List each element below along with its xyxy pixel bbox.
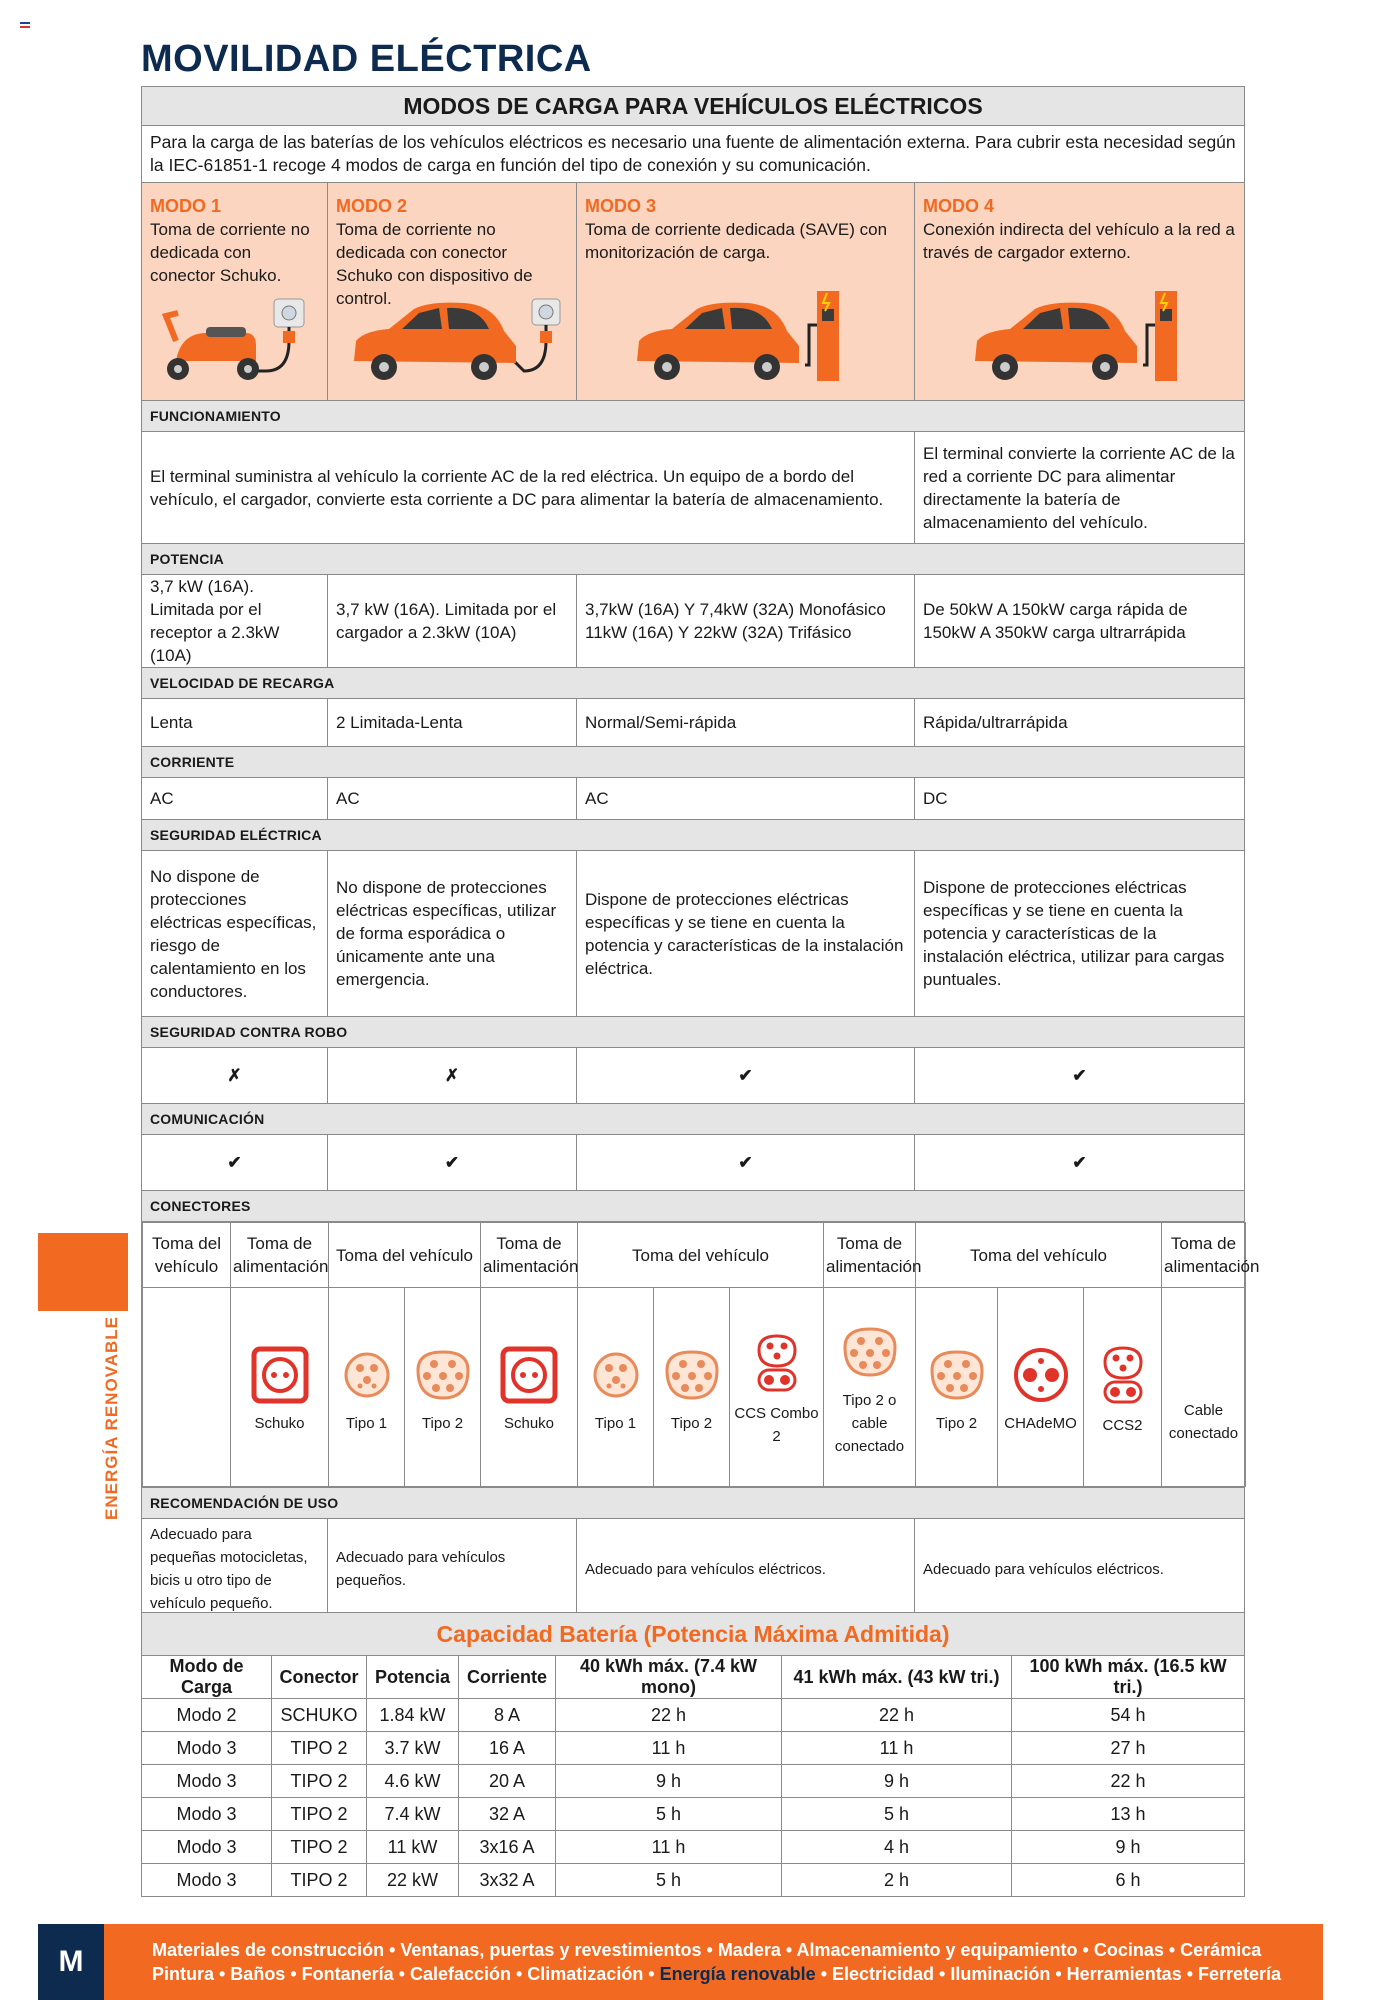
section-label: POTENCIA xyxy=(142,544,1245,575)
mode-title: MODO 3 xyxy=(585,196,657,216)
connector-label: Cable conectado xyxy=(1168,1402,1239,1442)
cross-icon: ✗ xyxy=(328,1048,577,1104)
table-cell: Modo 2 xyxy=(142,1699,272,1732)
table-cell: 11 h xyxy=(782,1732,1012,1765)
table-cell: 5 h xyxy=(556,1798,782,1831)
connector-item xyxy=(481,1288,578,1487)
mode-description: Toma de corriente dedicada (SAVE) con monitorización de carga. xyxy=(585,220,888,262)
car-icon xyxy=(344,291,569,386)
section-label: SEGURIDAD ELÉCTRICA xyxy=(142,820,1245,851)
side-label: ENERGÍA RENOVABLE xyxy=(102,1315,121,1520)
connector-label: Tipo 2 xyxy=(670,1414,713,1432)
connector-item xyxy=(654,1288,730,1487)
connector-item xyxy=(1162,1288,1246,1487)
table-cell: 5 h xyxy=(556,1864,782,1897)
check-icon: ✔ xyxy=(577,1135,915,1191)
brand-logo: M xyxy=(38,1924,104,2000)
table-cell: 22 kW xyxy=(367,1864,459,1897)
footer-categories-line2 xyxy=(152,1964,1281,1985)
mode-title: MODO 2 xyxy=(336,196,408,216)
connector-header: Toma de alimentación xyxy=(231,1223,329,1288)
ccs2-icon xyxy=(1099,1344,1147,1406)
table-cell: 7.4 kW xyxy=(367,1798,459,1831)
connector-item xyxy=(998,1288,1084,1487)
seguridad-cell: Dispone de protecciones eléctricas específicas y se tiene en cuenta la potencia y características de la instalación eléctrica. xyxy=(577,851,915,1017)
section-label: CORRIENTE xyxy=(142,747,1245,778)
table-cell: 20 A xyxy=(459,1765,556,1798)
table-cell: 3x16 A xyxy=(459,1831,556,1864)
battery-header: Modo de Carga xyxy=(142,1656,272,1699)
footer-categories-line1: Materiales de construcción • Ventanas, puertas y revestimientos • Madera • Almacenamiento y equipamiento • Cocinas • Cerámica xyxy=(152,1940,1262,1960)
schuko-icon xyxy=(251,1346,309,1404)
connectors-cell xyxy=(142,1222,1260,1488)
table-cell: 22 h xyxy=(1012,1765,1245,1798)
recomendacion-cell: Adecuado para vehículos eléctricos. xyxy=(915,1519,1245,1620)
connector-header: Toma de alimentación xyxy=(481,1223,578,1288)
table-cell: TIPO 2 xyxy=(272,1831,367,1864)
connector-label: Schuko xyxy=(503,1414,555,1432)
check-icon: ✔ xyxy=(915,1048,1245,1104)
potencia-cell: De 50kW A 150kW carga rápida de 150kW A 350kW carga ultrarrápida xyxy=(915,575,1245,668)
check-icon: ✔ xyxy=(142,1135,328,1191)
type2-icon xyxy=(661,1346,723,1404)
section-label: SEGURIDAD CONTRA ROBO xyxy=(142,1017,1245,1048)
section-label: VELOCIDAD DE RECARGA xyxy=(142,668,1245,699)
table-cell: 6 h xyxy=(1012,1864,1245,1897)
connector-label: Tipo 2 xyxy=(935,1414,978,1432)
battery-header: 41 kWh máx. (43 kW tri.) xyxy=(782,1656,1012,1699)
table-cell: 9 h xyxy=(782,1765,1012,1798)
connector-item xyxy=(730,1288,824,1487)
connector-label: CCS Combo 2 xyxy=(734,1405,819,1445)
recomendacion-cell: Adecuado para vehículos pequeños. xyxy=(328,1519,577,1620)
table-cell: 11 h xyxy=(556,1831,782,1864)
table-cell: 11 h xyxy=(556,1732,782,1765)
battery-table xyxy=(141,1612,1245,1897)
connector-item xyxy=(405,1288,481,1487)
table-row xyxy=(142,1699,1245,1732)
connector-label: Schuko xyxy=(254,1414,305,1432)
table-cell: 9 h xyxy=(556,1765,782,1798)
connector-header: Toma de alimentación xyxy=(824,1223,916,1288)
flag-icon xyxy=(20,22,30,28)
battery-header: Conector xyxy=(272,1656,367,1699)
table-cell: Modo 3 xyxy=(142,1864,272,1897)
section-label: CONECTORES xyxy=(142,1191,1245,1222)
table-cell: 22 h xyxy=(782,1699,1012,1732)
check-icon: ✔ xyxy=(915,1135,1245,1191)
mode-description: Toma de corriente no dedicada con conector Schuko. xyxy=(150,220,310,285)
connector-label: Tipo 1 xyxy=(594,1414,637,1432)
connector-header: Toma del vehículo xyxy=(916,1223,1162,1288)
table-cell: 4.6 kW xyxy=(367,1765,459,1798)
car-charger-icon xyxy=(627,285,857,385)
connector-header: Toma del vehículo xyxy=(329,1223,481,1288)
battery-header: Potencia xyxy=(367,1656,459,1699)
table-cell: 1.84 kW xyxy=(367,1699,459,1732)
table-row xyxy=(142,1864,1245,1897)
type1-icon xyxy=(592,1346,640,1404)
table-cell: 11 kW xyxy=(367,1831,459,1864)
connector-label: CCS2 xyxy=(1102,1416,1143,1434)
table-cell: Modo 3 xyxy=(142,1765,272,1798)
connector-item xyxy=(231,1288,329,1487)
section-label: COMUNICACIÓN xyxy=(142,1104,1245,1135)
type2-icon xyxy=(839,1323,901,1381)
connector-item xyxy=(329,1288,405,1487)
connector-header: Toma del vehículo xyxy=(578,1223,824,1288)
connector-header: Toma de alimentación xyxy=(1162,1223,1246,1288)
velocidad-cell: 2 Limitada-Lenta xyxy=(328,699,577,747)
type2-icon xyxy=(926,1346,988,1404)
car-charger-icon xyxy=(965,285,1195,385)
footer-bar xyxy=(38,1924,1323,2000)
connector-item xyxy=(916,1288,998,1487)
velocidad-cell: Rápida/ultrarrápida xyxy=(915,699,1245,747)
connectors-table xyxy=(142,1222,1260,1487)
potencia-cell: 3,7kW (16A) Y 7,4kW (32A) Monofásico 11kW (16A) Y 22kW (32A) Trifásico xyxy=(577,575,915,668)
table-cell: TIPO 2 xyxy=(272,1765,367,1798)
table-cell: 5 h xyxy=(782,1798,1012,1831)
table-title: MODOS DE CARGA PARA VEHÍCULOS ELÉCTRICOS xyxy=(142,87,1245,126)
battery-header: Corriente xyxy=(459,1656,556,1699)
mode-description: Toma de corriente no dedicada con conector Schuko con dispositivo de control. xyxy=(336,220,533,308)
mode-4-cell xyxy=(915,183,1245,401)
corriente-cell: AC xyxy=(142,778,328,820)
cross-icon: ✗ xyxy=(142,1048,328,1104)
connector-label: CHAdeMO xyxy=(1004,1414,1077,1432)
table-cell: 9 h xyxy=(1012,1831,1245,1864)
connector-label: Tipo 2 o cable conectado xyxy=(834,1391,905,1455)
section-label: FUNCIONAMIENTO xyxy=(142,401,1245,432)
battery-header: 100 kWh máx. (16.5 kW tri.) xyxy=(1012,1656,1245,1699)
connector-label: Tipo 2 xyxy=(421,1414,464,1432)
table-cell: Modo 3 xyxy=(142,1798,272,1831)
table-cell: 54 h xyxy=(1012,1699,1245,1732)
recomendacion-cell: Adecuado para pequeñas motocicletas, bicis u otro tipo de vehículo pequeño. xyxy=(142,1519,328,1620)
potencia-cell: 3,7 kW (16A). Limitada por el receptor a 2.3kW (10A) xyxy=(142,575,328,668)
table-row xyxy=(142,1765,1245,1798)
table-cell: 2 h xyxy=(782,1864,1012,1897)
schuko-icon xyxy=(500,1346,558,1404)
mode-2-cell xyxy=(328,183,577,401)
footer-text: • Electricidad • Iluminación • Herramientas • Ferretería xyxy=(815,1964,1282,1984)
velocidad-cell: Normal/Semi-rápida xyxy=(577,699,915,747)
footer-text: Pintura • Baños • Fontanería • Calefacción • Climatización • xyxy=(152,1964,660,1984)
seguridad-cell: Dispone de protecciones eléctricas específicas y se tiene en cuenta la potencia y características de la instalación eléctrica, utilizar para cargas puntuales. xyxy=(915,851,1245,1017)
table-row xyxy=(142,1732,1245,1765)
table-cell: SCHUKO xyxy=(272,1699,367,1732)
table-cell: 4 h xyxy=(782,1831,1012,1864)
corriente-cell: DC xyxy=(915,778,1245,820)
table-cell: Modo 3 xyxy=(142,1732,272,1765)
mode-title: MODO 1 xyxy=(150,196,222,216)
table-cell: 3x32 A xyxy=(459,1864,556,1897)
connector-empty xyxy=(143,1288,231,1487)
type2-icon xyxy=(412,1346,474,1404)
seguridad-cell: No dispone de protecciones eléctricas específicas, utilizar de forma esporádica o únicamente ante una emergencia. xyxy=(328,851,577,1017)
corriente-cell: AC xyxy=(577,778,915,820)
mode-1-cell xyxy=(142,183,328,401)
funcionamiento-ac-text: El terminal suministra al vehículo la corriente AC de la red eléctrica. Un equipo de a bordo del vehículo, el cargador, convierte esta corriente a DC para alimentar la batería de almacenamiento. xyxy=(142,432,915,544)
table-cell: 3.7 kW xyxy=(367,1732,459,1765)
table-cell: 22 h xyxy=(556,1699,782,1732)
footer-highlight: Energía renovable xyxy=(659,1964,816,1984)
connector-header: Toma del vehículo xyxy=(143,1223,231,1288)
mode-title: MODO 4 xyxy=(923,196,995,216)
table-cell: 32 A xyxy=(459,1798,556,1831)
funcionamiento-dc-text: El terminal convierte la corriente AC de la red a corriente DC para alimentar directamente la batería de almacenamiento del vehículo. xyxy=(915,432,1245,544)
check-icon: ✔ xyxy=(577,1048,915,1104)
table-row xyxy=(142,1798,1245,1831)
connector-item xyxy=(824,1288,916,1487)
seguridad-cell: No dispone de protecciones eléctricas específicas, riesgo de calentamiento en los conductores. xyxy=(142,851,328,1017)
table-cell: 8 A xyxy=(459,1699,556,1732)
table-cell: 27 h xyxy=(1012,1732,1245,1765)
mode-description: Conexión indirecta del vehículo a la red a través de cargador externo. xyxy=(923,220,1235,262)
section-label: RECOMENDACIÓN DE USO xyxy=(142,1488,1245,1519)
table-cell: Modo 3 xyxy=(142,1831,272,1864)
connector-item xyxy=(1084,1288,1162,1487)
table-cell: TIPO 2 xyxy=(272,1798,367,1831)
velocidad-cell: Lenta xyxy=(142,699,328,747)
battery-header: 40 kWh máx. (7.4 kW mono) xyxy=(556,1656,782,1699)
mode-3-cell xyxy=(577,183,915,401)
recomendacion-cell: Adecuado para vehículos eléctricos. xyxy=(577,1519,915,1620)
connector-item xyxy=(578,1288,654,1487)
chademo-icon xyxy=(1012,1346,1070,1404)
corriente-cell: AC xyxy=(328,778,577,820)
scooter-icon xyxy=(156,291,316,386)
table-cell: TIPO 2 xyxy=(272,1732,367,1765)
intro-text: Para la carga de las baterías de los vehículos eléctricos es necesario una fuente de alimentación externa. Para cubrir esta necesidad según la IEC-61851-1 recoge 4 modos de carga en función del tipo de conexión y su comunicación. xyxy=(142,126,1245,183)
potencia-cell: 3,7 kW (16A). Limitada por el cargador a 2.3kW (10A) xyxy=(328,575,577,668)
type1-icon xyxy=(343,1346,391,1404)
page-title: MOVILIDAD ELÉCTRICA xyxy=(141,38,592,80)
battery-title: Capacidad Batería (Potencia Máxima Admitida) xyxy=(142,1613,1245,1656)
check-icon: ✔ xyxy=(328,1135,577,1191)
charging-modes-table xyxy=(141,86,1260,1620)
ccs-combo2-icon xyxy=(753,1332,801,1394)
table-row xyxy=(142,1831,1245,1864)
table-cell: TIPO 2 xyxy=(272,1864,367,1897)
connector-label: Tipo 1 xyxy=(345,1414,388,1432)
table-cell: 16 A xyxy=(459,1732,556,1765)
table-cell: 13 h xyxy=(1012,1798,1245,1831)
side-tab xyxy=(38,1233,128,1311)
